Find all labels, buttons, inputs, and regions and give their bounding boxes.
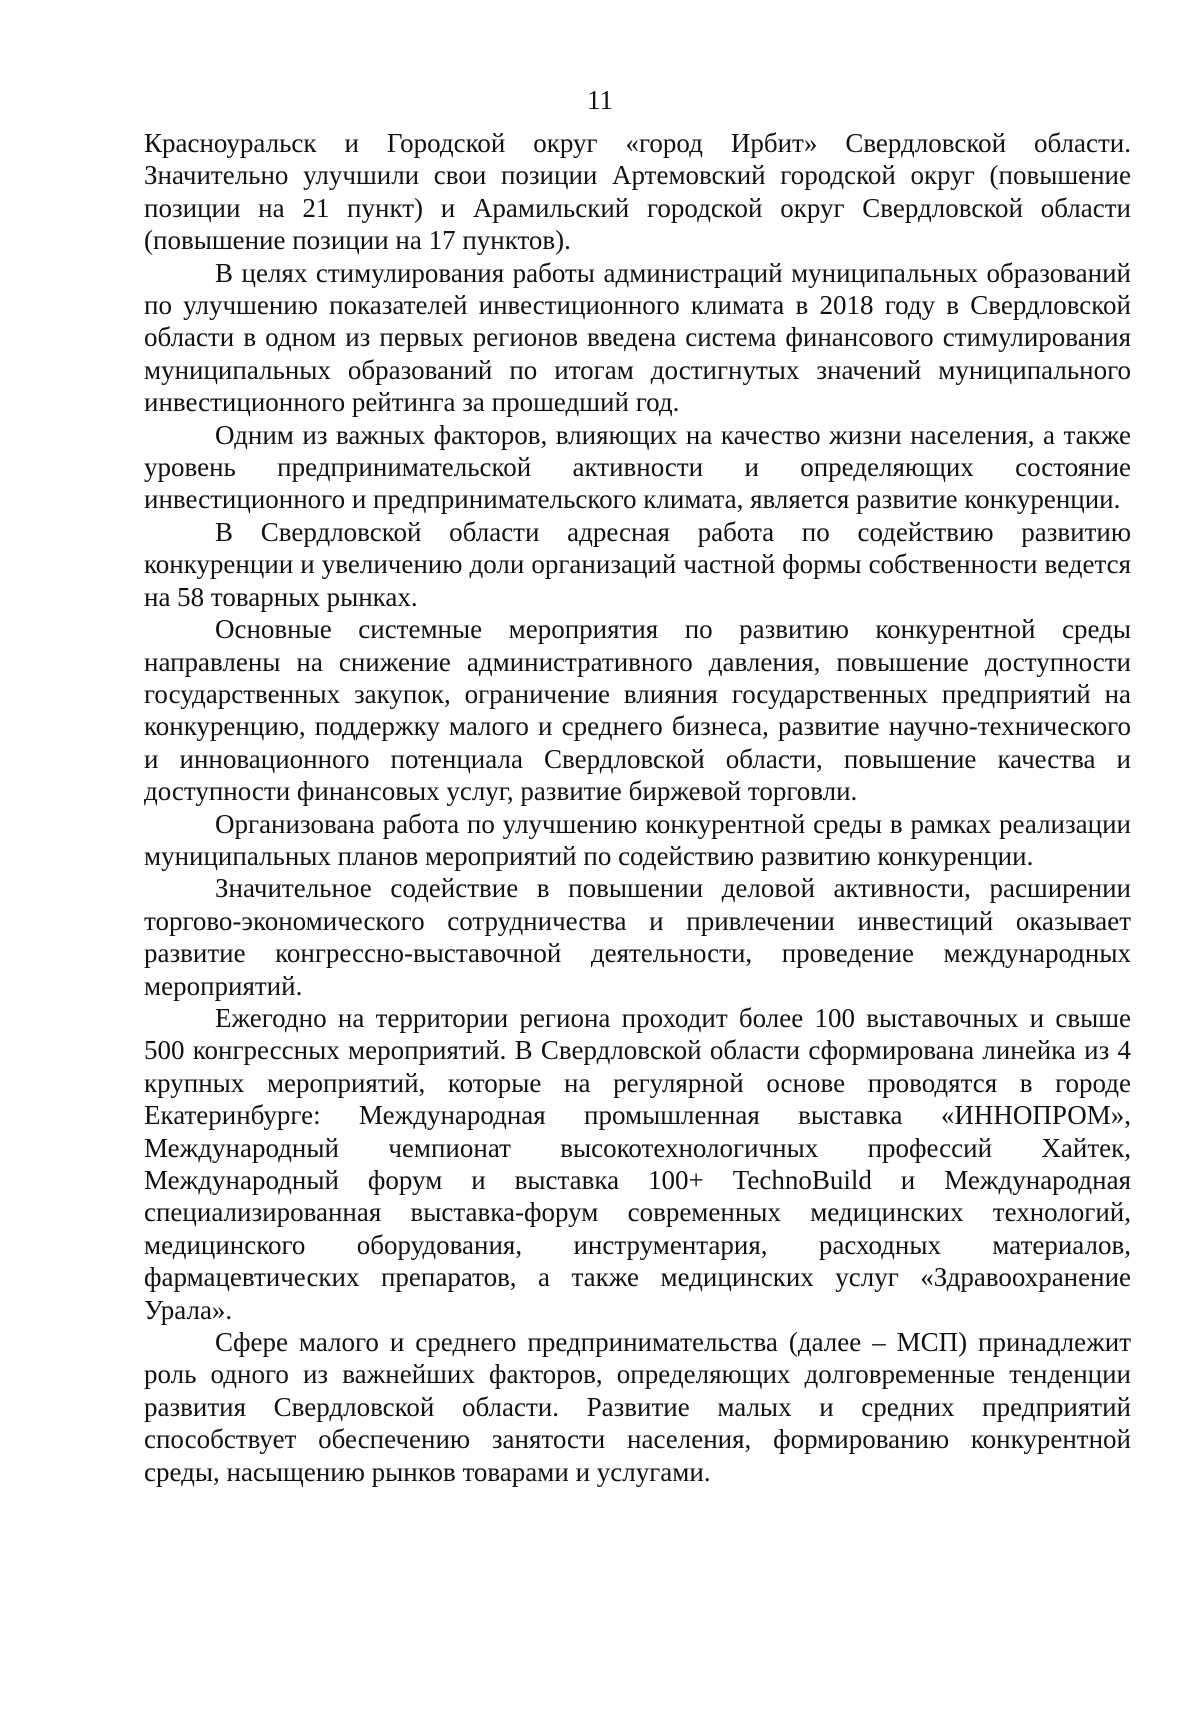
paragraph-system-measures: Основные системные мероприятия по развитию конкурентной среды направлены на снижение административного давления, повышение доступности государственных закупок, ограничение влияния государственных предприятий на конкуренцию, поддержку малого и среднего бизнеса, развитие научно-технического и инновационного потенциала Свердловской области, повышение качества и доступности финансовых услуг, развитие биржевой торговли. <box>144 614 1131 807</box>
paragraph-sme: Сфере малого и среднего предпринимательства (далее – МСП) принадлежит роль одного из важнейших факторов, определяющих долговременные тенденции развития Свердловской области. Развитие малых и средних предприятий способствует обеспечению занятости населения, формированию конкурентной среды, насыщению рынков товарами и услугами. <box>144 1327 1131 1487</box>
paragraph-continuation: Красноуральск и Городской округ «город Ирбит» Свердловской области. Значительно улучшили свои позиции Артемовский городской округ (повышение позиции на 21 пункт) и Арамильский городской округ Свердловской области (повышение позиции на 17 пунктов). <box>144 128 1131 256</box>
paragraph-congress-activity: Значительное содействие в повышении деловой активности, расширении торгово-экономического сотрудничества и привлечении инвестиций оказывает развитие конгрессно-выставочной деятельности, проведение международных мероприятий. <box>144 873 1131 1001</box>
document-body <box>144 127 1131 1488</box>
paragraph-exhibitions: Ежегодно на территории региона проходит более 100 выставочных и свыше 500 конгрессных мероприятий. В Свердловской области сформирована линейка из 4 крупных мероприятий, которые на регулярной основе проводятся в городе Екатеринбурге: Международная промышленная выставка «ИННОПРОМ», Международный чемпионат высокотехнологичных профессий Хайтек, Международный форум и выставка 100+ TechnoBuild и Международная специализированная выставка-форум современных медицинских технологий, медицинского оборудования, инструментария, расходных материалов, фармацевтических препаратов, а также медицинских услуг «Здравоохранение Урала». <box>144 1002 1131 1325</box>
page-number: 11 <box>587 85 613 115</box>
paragraph-investment-rating: В целях стимулирования работы администраций муниципальных образований по улучшению показателей инвестиционного климата в 2018 году в Свердловской области в одном из первых регионов введена система финансового стимулирования муниципальных образований по итогам достигнутых значений муниципального инвестиционного рейтинга за прошедший год. <box>144 257 1131 418</box>
paragraph-competition-factor: Одним из важных факторов, влияющих на качество жизни населения, а также уровень предпринимательской активности и определяющих состояние инвестиционного и предпринимательского климата, является развитие конкуренции. <box>144 419 1131 515</box>
paragraph-markets: В Свердловской области адресная работа по содействию развитию конкуренции и увеличению доли организаций частной формы собственности ведется на 58 товарных рынках. <box>144 516 1131 612</box>
paragraph-municipal-plans: Организована работа по улучшению конкурентной среды в рамках реализации муниципальных планов мероприятий по содействию развитию конкуренции. <box>144 808 1131 871</box>
